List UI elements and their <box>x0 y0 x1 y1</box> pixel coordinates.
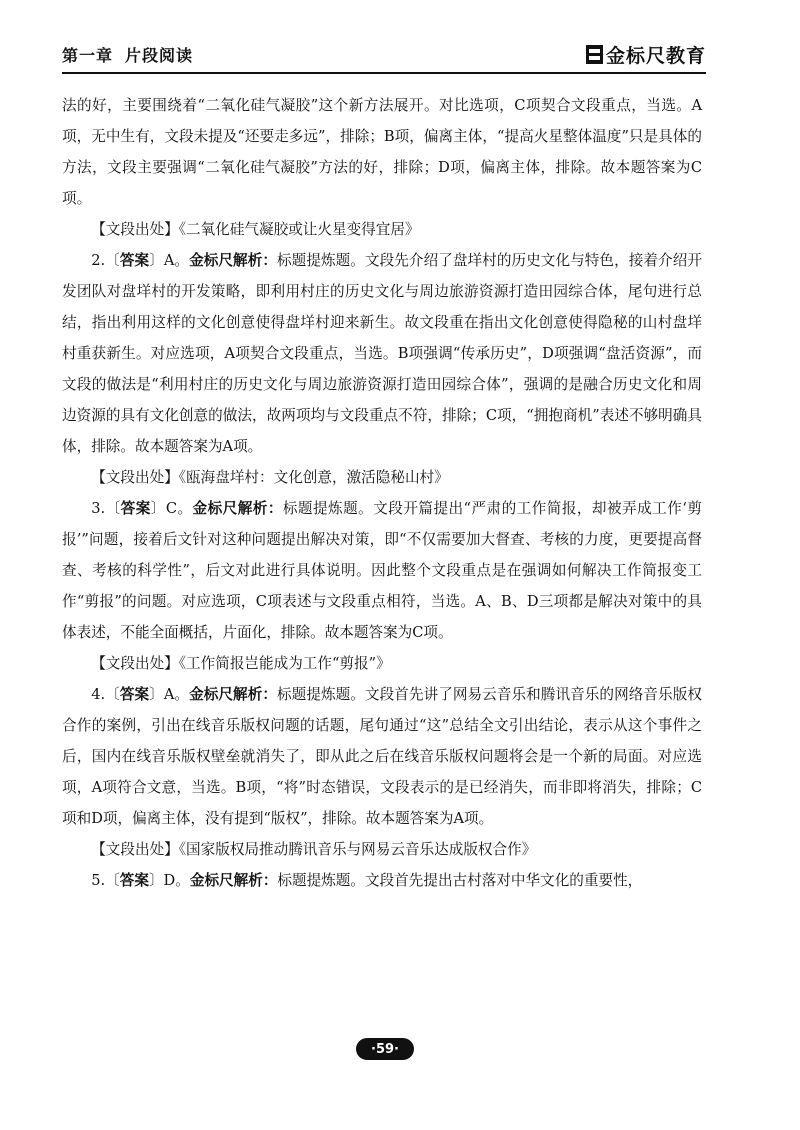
answer-label: 答案 <box>120 500 151 517</box>
chapter-heading <box>62 43 193 66</box>
analysis-label: 金标尺解析： <box>189 686 278 703</box>
section-title: 片段阅读 <box>125 45 194 65</box>
answer-item-3: 3.〔答案〕C。金标尺解析：标题提炼题。文段开篇提出“严肃的工作简报，却被弄成工作‘剪报’”问题，接着后文针对这种问题提出解决对策，即“不仅需要加大督查、考核的力度，更要提高督查、考核的科学性”，后文对此进行具体说明。因此整个文段重点是在强调如何解决工作简报变工作“剪报”的问题。对应选项，C项表述与文段重点相符，当选。A、B、D三项都是解决对策中的具体表述，不能全面概括，片面化，排除。故本题答案为C项。 <box>62 500 702 641</box>
page-header <box>62 36 706 74</box>
answer-item-5: 5.〔答案〕D。金标尺解析：标题提炼题。文段首先提出古村落对中华文化的重要性， <box>91 872 643 889</box>
answer-value: A。 <box>163 686 190 703</box>
item-number: 4. <box>91 686 106 703</box>
answer-item-2: 2.〔答案〕A。金标尺解析：标题提炼题。文段先介绍了盘垟村的历史文化与特色，接着介绍开发团队对盘垟村的开发策略，即利用村庄的历史文化与周边旅游资源打造田园综合体，尾句进行总结，指出利用这样的文化创意使得盘垟村迎来新生。故文段重在指出文化创意使得隐秘的山村盘垟村重获新生。对应选项，A项契合文段重点，当选。B项强调“传承历史”，D项强调“盘活资源”，而文段的做法是“利用村庄的历史文化与周边旅游资源打造田园综合体”，强调的是融合历史文化和周边资源的具有文化创意的做法，故两项均与文段重点不符，排除；C项，“拥抱商机”表述不够明确具体，排除。故本题答案为A项。 <box>62 252 702 455</box>
analysis-label: 金标尺解析： <box>192 500 283 517</box>
answer-value: D。 <box>163 872 190 889</box>
source-citation: 【文段出处】《瓯海盘垟村：文化创意，激活隐秘山村》 <box>91 469 449 486</box>
page-number: ·59· <box>356 1038 414 1060</box>
chapter-number: 第一章 <box>62 45 114 65</box>
analysis-label: 金标尺解析： <box>189 252 278 269</box>
analysis-text: 标题提炼题。文段首先提出古村落对中华文化的重要性， <box>277 872 643 889</box>
brand-logo <box>586 41 706 68</box>
source-citation: 【文段出处】《工作简报岂能成为工作“剪报”》 <box>91 655 391 672</box>
analysis-text: 标题提炼题。文段开篇提出“严肃的工作简报，却被弄成工作‘剪报’”问题，接着后文针对这种问题提出解决对策，即“不仅需要加大督查、考核的力度，更要提高督查、考核的科学性”，后文对此进行具体说明。因此整个文段重点是在强调如何解决工作简报变工作“剪报”的问题。对应选项，C项表述与文段重点相符，当选。A、B、D三项都是解决对策中的具体表述，不能全面概括，片面化，排除。故本题答案为C项。 <box>62 500 702 641</box>
analysis-label: 金标尺解析： <box>189 872 278 889</box>
brand-logo-icon <box>586 45 603 64</box>
answer-label: 答案 <box>119 252 150 269</box>
item-number: 5. <box>91 872 106 889</box>
analysis-text: 标题提炼题。文段先介绍了盘垟村的历史文化与特色，接着介绍开发团队对盘垟村的开发策略，即利用村庄的历史文化与周边旅游资源打造田园综合体，尾句进行总结，指出利用这样的文化创意使得盘垟村迎来新生。故文段重在指出文化创意使得隐秘的山村盘垟村重获新生。对应选项，A项契合文段重点，当选。B项强调“传承历史”，D项强调“盘活资源”，而文段的做法是“利用村庄的历史文化与周边旅游资源打造田园综合体”，强调的是融合历史文化和周边资源的具有文化创意的做法，故两项均与文段重点不符，排除；C项，“拥抱商机”表述不够明确具体，排除。故本题答案为A项。 <box>62 252 702 455</box>
page-body <box>62 90 702 896</box>
answer-item-4: 4.〔答案〕A。金标尺解析：标题提炼题。文段首先讲了网易云音乐和腾讯音乐的网络音乐版权合作的案例，引出在线音乐版权问题的话题，尾句通过“这”总结全文引出结论，表示从这个事件之后，国内在线音乐版权壁垒就消失了，即从此之后在线音乐版权问题将会是一个新的局面。对应选项，A项符合文意，当选。B项，“将”时态错误，文段表示的是已经消失，而非即将消失，排除；C项和D项，偏离主体，没有提到“版权”，排除。故本题答案为A项。 <box>62 686 702 827</box>
answer-value: A。 <box>163 252 190 269</box>
answer-label: 答案 <box>119 872 149 889</box>
source-citation: 【文段出处】《二氧化硅气凝胶或让火星变得宜居》 <box>91 221 420 238</box>
answer-value: C。 <box>165 500 193 517</box>
paragraph-continuation: 法的好，主要围绕着“二氧化硅气凝胶”这个新方法展开。对比选项，C项契合文段重点，当选。A项，无中生有，文段未提及“还要走多远”，排除；B项，偏离主体，“提高火星整体温度”只是具体的方法，文段主要强调“二氧化硅气凝胶”方法的好，排除；D项，偏离主体，排除。故本题答案为C项。 <box>62 97 702 207</box>
answer-label: 答案 <box>119 686 150 703</box>
brand-name: 金标尺教育 <box>605 44 706 67</box>
item-number: 3. <box>91 500 106 517</box>
item-number: 2. <box>91 252 106 269</box>
analysis-text: 标题提炼题。文段首先讲了网易云音乐和腾讯音乐的网络音乐版权合作的案例，引出在线音乐版权问题的话题，尾句通过“这”总结全文引出结论，表示从这个事件之后，国内在线音乐版权壁垒就消失了，即从此之后在线音乐版权问题将会是一个新的局面。对应选项，A项符合文意，当选。B项，“将”时态错误，文段表示的是已经消失，而非即将消失，排除；C项和D项，偏离主体，没有提到“版权”，排除。故本题答案为A项。 <box>62 686 702 827</box>
source-citation: 【文段出处】《国家版权局推动腾讯音乐与网易云音乐达成版权合作》 <box>91 841 537 858</box>
